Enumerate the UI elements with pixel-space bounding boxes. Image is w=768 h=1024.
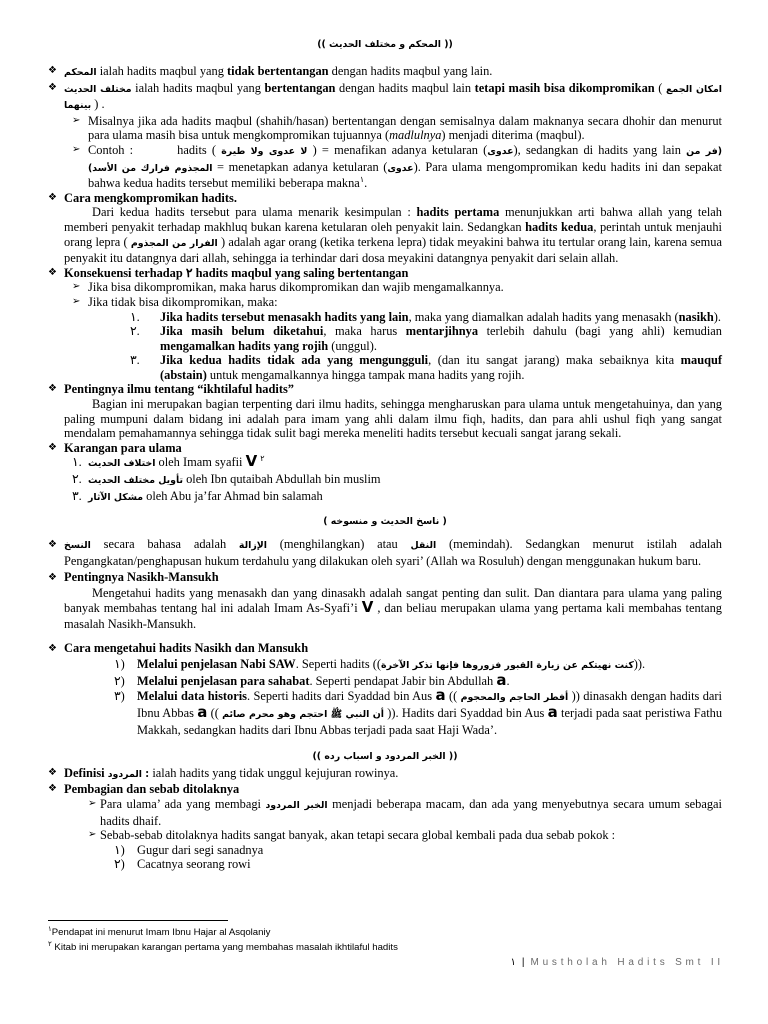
book-item: [48, 452, 722, 472]
heading-text: Cara mengkompromikan hadits.: [64, 190, 237, 205]
book-title: تأويل مختلف الحديث: [88, 475, 184, 487]
list-item: [48, 295, 722, 310]
footnotes: [48, 925, 722, 955]
item-number: ٢): [114, 673, 125, 688]
text-segment: Dari kedua hadits tersebut para ulama menarik kesimpulan :: [92, 205, 417, 220]
arabic-term: النسخ: [64, 540, 91, 552]
numbered-item: [48, 670, 722, 690]
bold-text: Jika kedua hadits tidak ada yang mengungguli: [160, 353, 429, 368]
example-explanation: [48, 114, 722, 143]
heading-text: Cara mengetahui hadits Nasikh dan Mansukh: [64, 641, 309, 655]
text-segment: ).: [713, 309, 722, 324]
footnote: [48, 940, 722, 955]
arabic-term: الإزالة: [238, 540, 267, 552]
page-number: ١: [510, 957, 516, 968]
italic-text: madlulnya: [389, 128, 442, 143]
item-number: ٢): [114, 857, 125, 872]
text-segment: ialah hadits maqbul yang: [131, 80, 265, 95]
heading-pentingnya-nasikh: [48, 570, 722, 586]
paragraph-pentingnya-ikhtilaf: Bagian ini merupakan bagian terpenting dari ilmu hadits, sehingga mengharuskan para ulama untuk mengetahuinya, dan yang paling mumpuni dalam bidang ini adalah para imam yang ahli dalam ilmu fiqh, hadits, dan para ahli ushul fiqh yang sangat mendalam pemahamannya sehingga tidak sulit bagi mereka meneliti hadits tersebut kecuali sangat jarang sekali.: [64, 397, 722, 441]
section-nasikh-mansukh: [48, 537, 722, 739]
bold-text: Jika hadits tersebut menasakh hadits yang lain: [160, 309, 409, 324]
bold-text: Jika masih belum diketahui: [160, 324, 324, 339]
diamond-bullet-icon: [48, 641, 57, 657]
footnote-text: Pendapat ini menurut Imam Ibnu Hajar al Asqolaniy: [51, 927, 271, 938]
arrow-bullet-icon: [72, 295, 80, 310]
text-segment: )) dinasakh dengan hadits dari Ibnu Abbas: [137, 689, 722, 721]
heading-text: Pentingnya Nasikh-Mansukh: [64, 569, 219, 584]
arabic-term: عدوى: [487, 145, 514, 157]
text-segment: (menghilangkan) atau: [266, 537, 411, 552]
text-segment: . Seperti pendapat Jabir bin Abdullah: [309, 673, 497, 688]
bold-text: bertentangan: [264, 80, 336, 95]
text-segment: .: [364, 176, 368, 191]
item-number: ٣): [114, 689, 125, 704]
text-segment: Mengetahui hadits yang menasakh dan yang dinasakh adalah sangat penting dan sulit. Dan diantara para ulama yang paling banyak membahas tentang hal ini adalah Imam As-Syafi’i: [64, 585, 722, 616]
text-segment: (: [654, 80, 667, 95]
book-title: مشكل الآثار: [88, 491, 144, 503]
bold-text: mentarjihnya: [405, 324, 479, 339]
text-segment: (unggul).: [328, 338, 377, 353]
honorific-symbol: a: [547, 703, 558, 722]
heading-text: Pentingnya ilmu tentang “ikhtilaful hadits”: [64, 382, 294, 397]
item-number: ١.: [72, 455, 82, 470]
numbered-item: [48, 310, 722, 325]
text-segment: = menetapkan adanya ketularan (: [212, 159, 388, 174]
list-item: [48, 280, 722, 295]
text-segment: terjadi pada saat peristiwa Fathu Makkah, sedangkan hadits dari Ibnu Abbas terjadi pada saat Haji Wada’.: [137, 706, 723, 737]
footer-label: Mustholah Hadits Smt II: [530, 957, 724, 968]
heading-pentingnya-ikhtilaf: [48, 382, 722, 397]
bold-text: tetapi masih bisa dikompromikan: [474, 80, 655, 95]
text-segment: . Seperti hadits ((: [295, 656, 382, 671]
bold-text: hadits pertama: [416, 205, 500, 220]
book-author: oleh Ibn qutaibah Abdullah bin muslim: [183, 472, 381, 487]
footnote-marker: ٢: [48, 940, 52, 948]
text-segment: , dan beliau merupakan ulama yang pertama kali membahas tentang masalah Nasikh-Mansukh.: [64, 601, 722, 632]
numbered-item: [48, 857, 722, 872]
item-number: ١.: [130, 309, 140, 324]
text-segment: . Seperti hadits dari Syaddad bin Aus: [247, 689, 436, 704]
arabic-term: امكان الجمع بينهما: [64, 83, 722, 112]
diamond-bullet-icon: [48, 782, 57, 797]
heading-cara-mengkompromikan: [48, 191, 722, 206]
heading-text: Pembagian dan sebab ditolaknya: [64, 782, 240, 797]
arabic-hadith: أن النبي ﷺ احتجم وهو محرم صائم: [222, 709, 384, 721]
numbered-item: [48, 324, 722, 353]
bold-text: tidak bertentangan: [227, 64, 329, 78]
book-author: oleh Abu ja’far Ahmad bin salamah: [143, 488, 323, 503]
arrow-bullet-icon: [72, 280, 80, 295]
diamond-bullet-icon: [48, 64, 57, 79]
text-segment: , (dan itu sangat jarang) maka sebaiknya kita: [428, 353, 681, 368]
text-segment: (memindah). Sedangkan menurut istilah adalah Pengangkatan/penghapusan hukum terdahulu yang dilakukan oleh syari’ (Allah wa Rosuluh) dengan menggunakan hukum baru.: [64, 537, 722, 569]
numbered-item: [48, 686, 723, 738]
text-segment: dengan hadits maqbul yang lain.: [328, 64, 493, 78]
diamond-bullet-icon: [48, 537, 57, 553]
text-segment: menjadi beberapa macam, dan ada yang menyebutnya secara umum sebagai hadits dhaif.: [100, 796, 722, 828]
bold-text: mengamalkan hadits yang rojih: [160, 338, 329, 353]
honorific-symbol: a: [197, 703, 208, 722]
section-title-mardud: (( الخبر المردود و اسباب رده )): [312, 750, 458, 762]
honorific-symbol: V: [361, 598, 374, 617]
text-segment: ) = menafikan adanya ketularan (: [307, 142, 488, 157]
text-segment: hadits (: [177, 142, 222, 157]
arabic-hadith: كنت نهيتكم عن زيارة القبور فزوروها فإنها تذكر الآخرة: [381, 659, 634, 671]
arrow-bullet-icon: [88, 828, 96, 843]
section-title-muhkam: (( المحكم و مختلف الحديث )): [317, 39, 453, 50]
text-segment: , maka harus: [323, 324, 406, 339]
bold-text: nasikh: [678, 309, 714, 324]
diamond-bullet-icon: [48, 441, 57, 456]
definition-mukhtalif: [48, 81, 722, 114]
numbered-item: [48, 843, 722, 858]
bold-text: mauquf (abstain): [160, 353, 722, 382]
diamond-bullet-icon: [48, 266, 57, 281]
text-segment: ((: [445, 689, 461, 704]
numbered-item: [48, 353, 722, 382]
book-item: [48, 472, 722, 489]
bold-text: hadits kedua: [525, 219, 594, 234]
footer-separator: |: [521, 957, 525, 968]
text-segment: .: [506, 673, 510, 688]
bold-text: :: [142, 765, 150, 780]
arabic-term: النقل: [410, 540, 437, 552]
heading-text: Karangan para ulama: [64, 440, 182, 455]
heading-pembagian: [48, 782, 722, 797]
footnote-marker: ١: [359, 175, 365, 185]
diamond-bullet-icon: [48, 766, 57, 781]
bold-text: Definisi: [64, 765, 108, 780]
example-contoh: [48, 143, 722, 191]
text-segment: Jika bisa dikompromikan, maka harus dikompromikan dan wajib mengamalkannya.: [88, 280, 504, 295]
list-item: [48, 797, 722, 828]
honorific-symbol: a: [496, 670, 507, 689]
arabic-hadith: (فر من المجذوم فرارك من الأسد): [88, 145, 723, 174]
bold-text: Melalui data historis: [137, 689, 247, 704]
text-segment: menunjukkan arti bahwa allah yang telah memberi penyakit terhadap makhluq bukan karena ketularan oleh penyakit lain. Sedangkan: [64, 205, 722, 234]
item-number: ٣.: [130, 353, 140, 368]
text-segment: Misalnya jika ada hadits maqbul (shahih/hasan) bertentangan dengan semisalnya dalam maknanya secara dhohir dan menurut para ulama masih bisa untuk mengkompromikan tujuannya (: [88, 113, 722, 143]
page-footer: [510, 956, 724, 970]
item-number: ٢.: [72, 472, 82, 487]
footnote-marker: ١: [48, 925, 52, 933]
text-segment: terlebih dahulu (bagi yang ahli) kemudian: [478, 324, 722, 339]
footnote-separator: [48, 920, 228, 921]
text-segment: , perintah untuk menjauhi orang lepra (: [64, 219, 722, 249]
section-title-nasikh-mansukh: ( ناسخ الحديث و منسوخه ): [323, 516, 447, 528]
arabic-term: عدوى: [387, 162, 414, 174]
paragraph-cara-mengkompromikan: [48, 205, 722, 265]
bold-text: Melalui penjelasan para sahabat: [137, 673, 310, 688]
text-segment: secara bahasa adalah: [90, 537, 239, 552]
heading-karangan: [48, 441, 722, 456]
text-segment: ((: [207, 706, 223, 721]
arrow-bullet-icon: [72, 114, 80, 129]
book-author: oleh Imam syafii: [155, 455, 246, 470]
arabic-term: الخبر المردود: [265, 799, 328, 811]
text-segment: dengan hadits maqbul lain: [335, 80, 475, 95]
text-segment: ialah hadits maqbul yang: [96, 64, 228, 78]
text-segment: Gugur dari segi sanadnya: [137, 842, 264, 857]
text-segment: )).: [633, 656, 646, 671]
document-page: [48, 38, 722, 872]
arrow-bullet-icon: [72, 143, 80, 158]
text-segment: ialah hadits yang tidak unggul kejujuran rowinya.: [149, 765, 399, 780]
list-item: [48, 828, 722, 843]
heading-konsekuensi: [48, 266, 722, 281]
text-segment: , maka yang diamalkan adalah hadits yang menasakh (: [408, 309, 679, 324]
text-segment: Cacatnya seorang rowi: [137, 857, 251, 872]
numbered-item: [48, 657, 722, 674]
arabic-term: المحكم: [64, 67, 97, 78]
item-number: ٢.: [130, 324, 140, 339]
diamond-bullet-icon: [48, 570, 57, 586]
text-segment: ) adalah agar orang (ketika terkena lepra) tidak meyakini bahwa itu tertular orang lain, karena semua penyakit itu datangnya dari allah, sehingga ia terhindar dari dosa meyakini datangnya penyakit dari selain allah.: [64, 234, 722, 266]
arabic-term: الفرار من المجذوم: [130, 237, 218, 249]
arabic-hadith: أفطر الحاجم والمحجوم: [460, 692, 569, 704]
footnote-marker: ٢: [260, 454, 265, 464]
text-segment: ). Para ulama mengompromikan kedu hadits ini dan sepakat bahwa kedua hadits tersebut memiliki beberapa makna: [88, 159, 722, 191]
diamond-bullet-icon: [48, 382, 57, 397]
item-number: ١): [114, 656, 125, 671]
bold-text: Melalui penjelasan Nabi SAW: [137, 656, 296, 671]
heading-cara-mengetahui: [48, 641, 722, 657]
arrow-bullet-icon: [88, 797, 96, 812]
diamond-bullet-icon: [48, 81, 57, 96]
text-segment: Jika tidak bisa dikompromikan, maka:: [88, 294, 278, 309]
arabic-term: المردود: [107, 768, 143, 780]
book-item: [48, 489, 722, 506]
item-number: ١): [114, 842, 125, 857]
honorific-symbol: a: [435, 686, 446, 705]
book-title: اختلاف الحديث: [88, 458, 156, 470]
paragraph-pentingnya-nasikh: [48, 586, 722, 633]
honorific-symbol: V: [245, 452, 258, 471]
definition-naskh: [48, 537, 722, 570]
footnote: [48, 925, 722, 940]
text-segment: Para ulama’ ada yang membagi: [100, 796, 266, 811]
diamond-bullet-icon: [48, 191, 57, 206]
example-label: Contoh :: [88, 142, 134, 157]
text-segment: Sebab-sebab ditolaknya hadits sangat banyak, akan tetapi secara global kembali pada dua sebab pokok :: [100, 828, 616, 843]
arabic-hadith: لا عدوى ولا طيرة: [221, 145, 308, 157]
text-segment: ) menjadi diterima (maqbul).: [441, 128, 585, 143]
footnote-text: Kitab ini merupakan karangan pertama yang membahas masalah ikhtilaful hadits: [51, 942, 398, 953]
arabic-term: مختلف الحديث: [64, 83, 132, 95]
text-segment: ), sedangkan di hadits yang lain: [513, 142, 687, 157]
text-segment: ) .: [91, 97, 105, 112]
definition-mardud: [48, 766, 722, 783]
text-segment: )). Hadits dari Syaddad bin Aus: [384, 706, 548, 721]
text-segment: untuk mengamalkannya hingga tampak mana hadits yang rojih.: [206, 367, 525, 382]
item-number: ٣.: [72, 488, 82, 503]
heading-text: Konsekuensi terhadap ٢ hadits maqbul yang saling bertentangan: [64, 265, 409, 280]
definition-muhkam: [48, 64, 722, 81]
